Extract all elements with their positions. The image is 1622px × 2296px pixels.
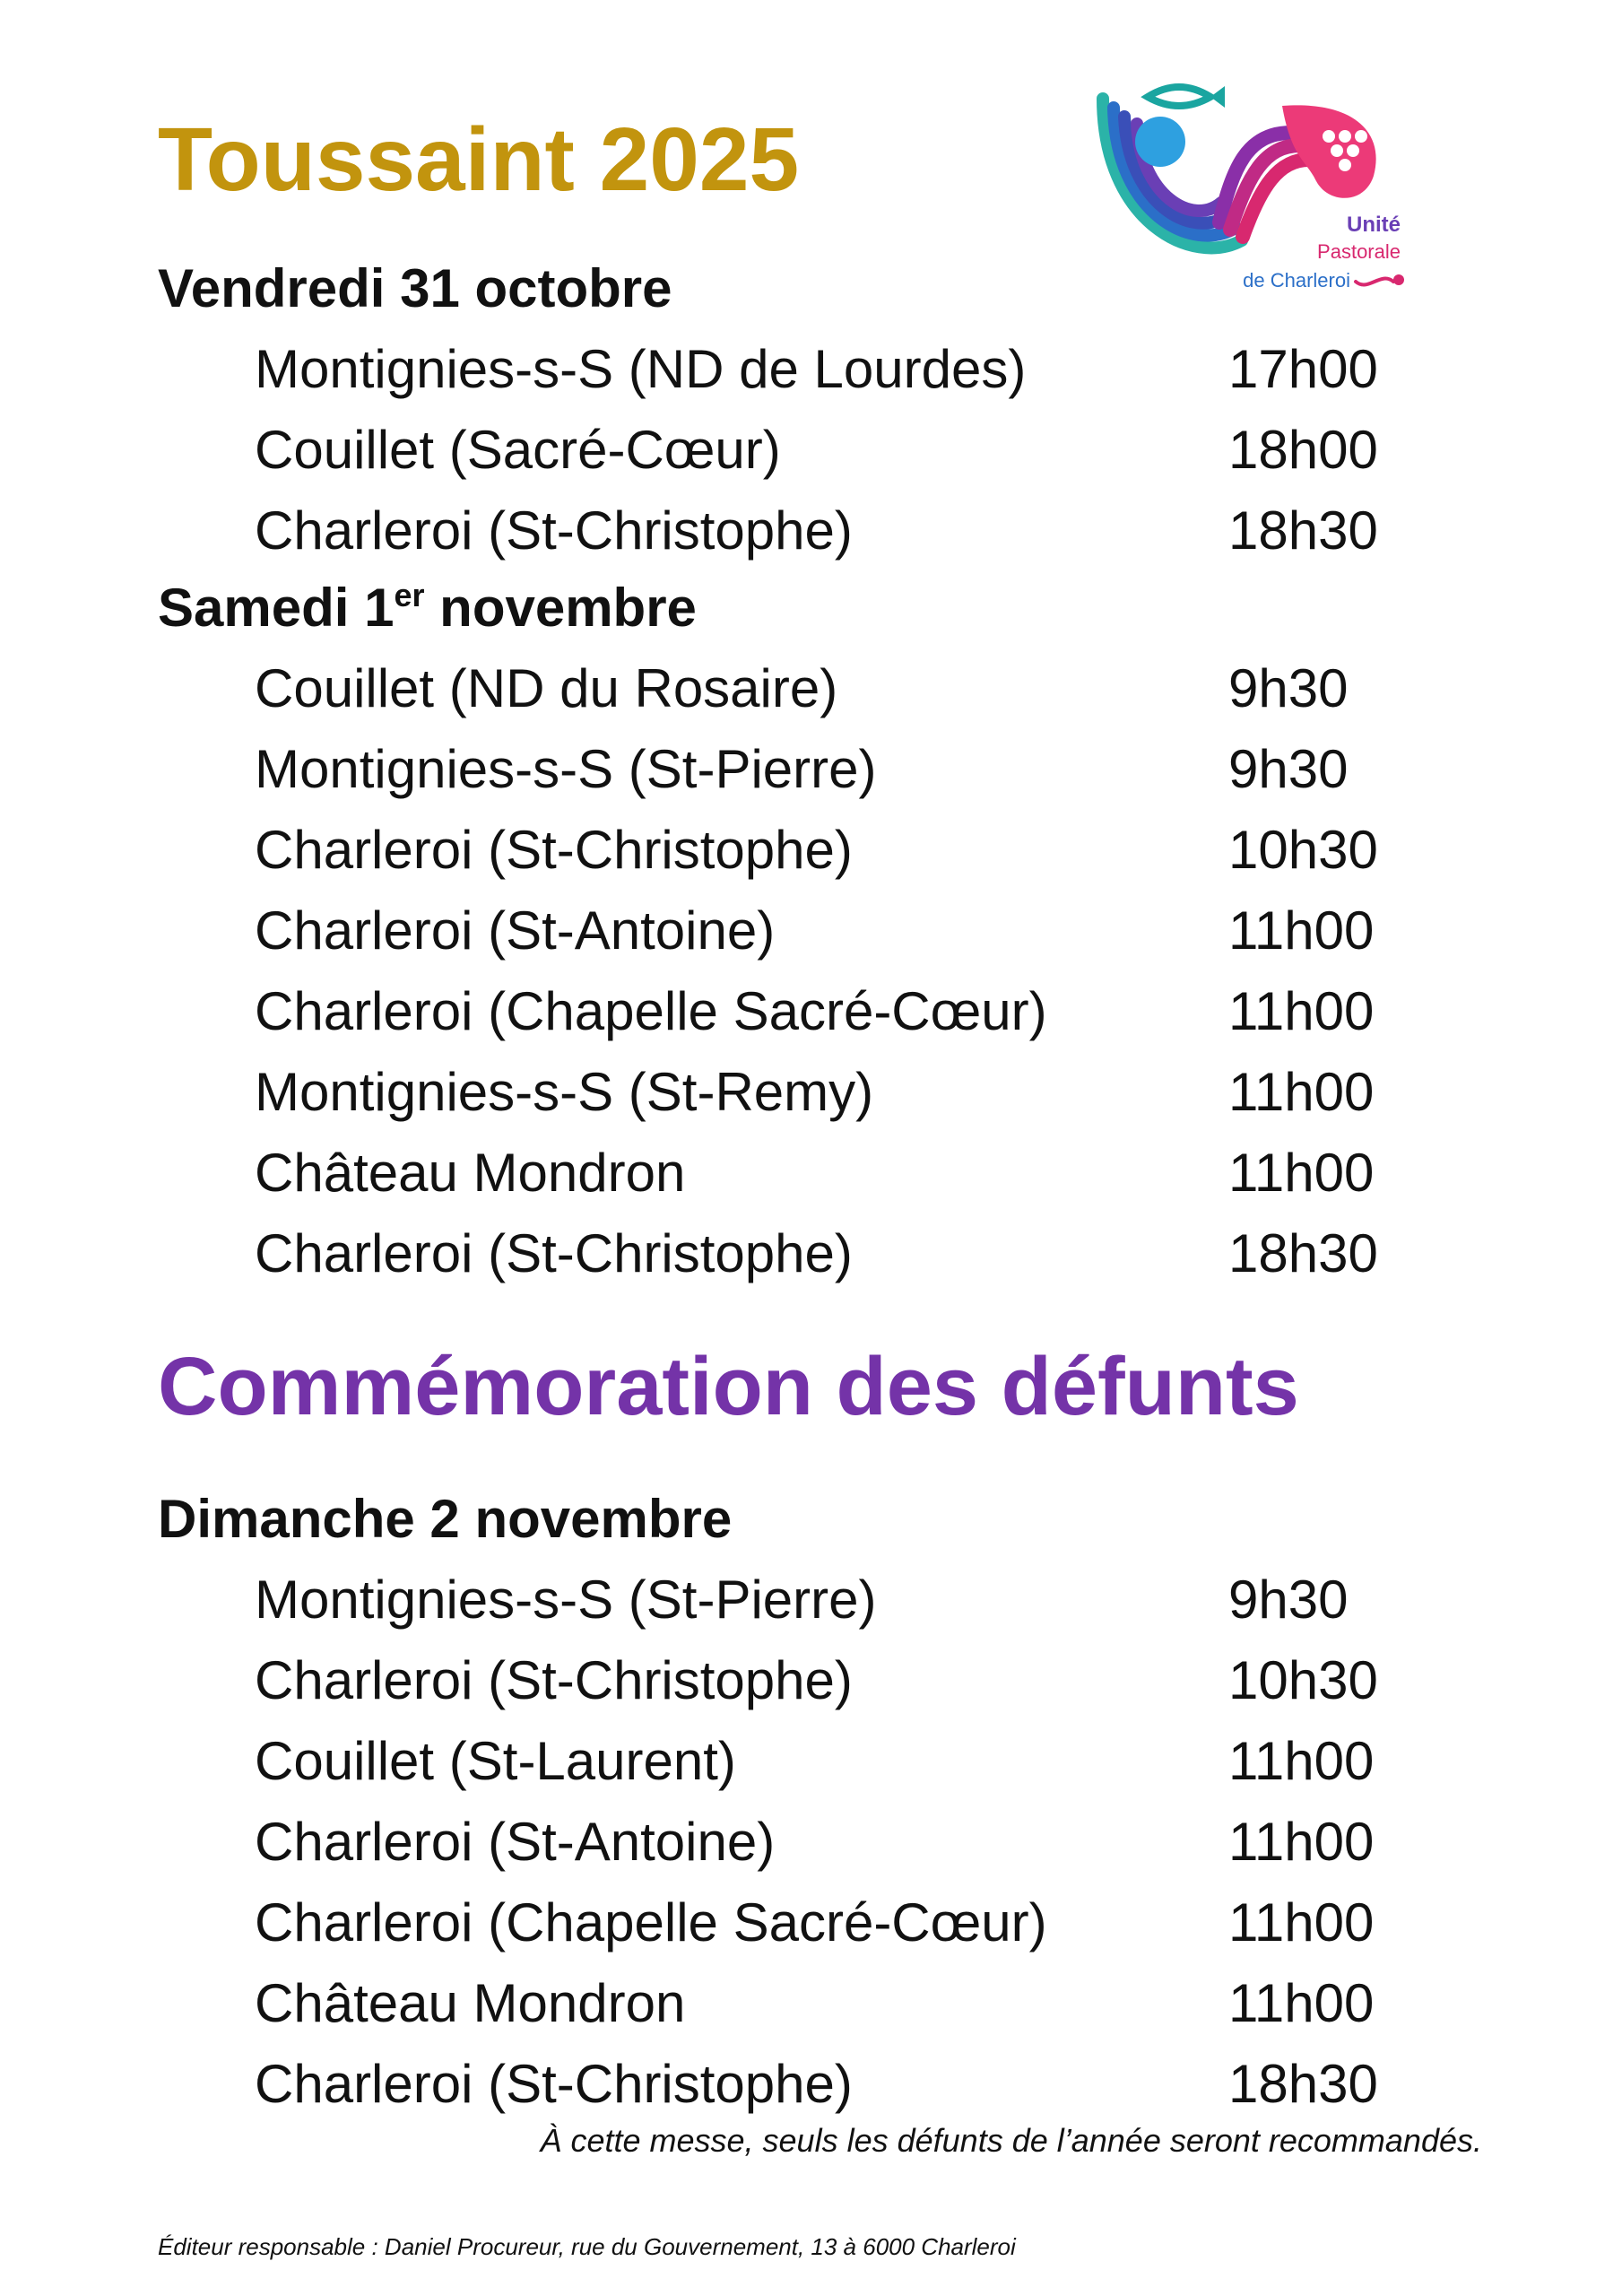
recommendation-note: À cette messe, seuls les défunts de l’année seront recommandés.	[540, 2122, 1482, 2159]
mass-time: 9h30	[1228, 738, 1349, 799]
list-item	[255, 970, 1510, 1051]
place-name: Château Mondron	[255, 1972, 686, 2033]
list-item	[255, 1213, 1510, 1293]
mass-time: 9h30	[1228, 1569, 1349, 1630]
place-name: Charleroi (St-Christophe)	[255, 2053, 853, 2114]
list-item	[255, 1639, 1510, 1720]
schedule-list-dimanche	[255, 1559, 1510, 2124]
list-item	[255, 2043, 1510, 2124]
place-name: Charleroi (St-Christophe)	[255, 819, 853, 880]
schedule-list-vendredi	[255, 328, 1510, 570]
mass-time: 10h30	[1228, 819, 1378, 880]
mass-time: 11h00	[1228, 1811, 1375, 1872]
list-item	[255, 490, 1510, 570]
place-name: Charleroi (St-Christophe)	[255, 1222, 853, 1283]
mass-time: 11h00	[1228, 980, 1375, 1041]
place-name: Montignies-s-S (ND de Lourdes)	[255, 338, 1027, 399]
place-name: Charleroi (Chapelle Sacré-Cœur)	[255, 1892, 1047, 1952]
mass-time: 11h00	[1228, 1142, 1375, 1203]
mass-time: 11h00	[1228, 900, 1375, 961]
mass-time: 18h30	[1228, 2053, 1378, 2114]
list-item	[255, 728, 1510, 809]
place-name: Château Mondron	[255, 1142, 686, 1203]
toussaint-title: Toussaint 2025	[158, 109, 800, 210]
place-name: Charleroi (St-Antoine)	[255, 1811, 776, 1872]
mass-time: 9h30	[1228, 657, 1349, 718]
place-name: Couillet (ND du Rosaire)	[255, 657, 838, 718]
unite-pastorale-logo	[1085, 70, 1417, 303]
mass-time: 11h00	[1228, 1061, 1375, 1122]
mass-time: 11h00	[1228, 1972, 1375, 2033]
mass-time: 10h30	[1228, 1649, 1378, 1710]
logo-line-2: Pastorale	[1317, 240, 1401, 263]
list-item	[255, 1132, 1510, 1213]
day-heading-samedi: Samedi 1er novembre	[158, 577, 697, 638]
schedule-list-samedi	[255, 648, 1510, 1293]
mass-time: 11h00	[1228, 1730, 1375, 1791]
place-name: Montignies-s-S (St-Pierre)	[255, 738, 877, 799]
mass-time: 17h00	[1228, 338, 1378, 399]
day-heading-dimanche: Dimanche 2 novembre	[158, 1489, 733, 1549]
place-name: Montignies-s-S (St-Pierre)	[255, 1569, 877, 1630]
publisher-footer: Éditeur responsable : Daniel Procureur, rue du Gouvernement, 13 à 6000 Charleroi	[158, 2233, 1016, 2260]
mass-time: 18h30	[1228, 1222, 1378, 1283]
list-item	[255, 1720, 1510, 1801]
place-name: Montignies-s-S (St-Remy)	[255, 1061, 874, 1122]
place-name: Charleroi (Chapelle Sacré-Cœur)	[255, 980, 1047, 1041]
list-item	[255, 648, 1510, 728]
place-name: Charleroi (St-Antoine)	[255, 900, 776, 961]
list-item	[255, 1559, 1510, 1639]
place-name: Charleroi (St-Christophe)	[255, 500, 853, 561]
place-name: Couillet (St-Laurent)	[255, 1730, 736, 1791]
mass-time: 18h30	[1228, 500, 1378, 561]
mass-time: 18h00	[1228, 419, 1378, 480]
place-name: Couillet (Sacré-Cœur)	[255, 419, 781, 480]
place-name: Charleroi (St-Christophe)	[255, 1649, 853, 1710]
logo-line-1: Unité	[1347, 213, 1401, 237]
list-item	[255, 409, 1510, 490]
list-item	[255, 1051, 1510, 1132]
list-item	[255, 809, 1510, 890]
list-item	[255, 1882, 1510, 1962]
defunts-title: Commémoration des défunts	[158, 1341, 1299, 1432]
list-item	[255, 890, 1510, 970]
list-item	[255, 328, 1510, 409]
list-item	[255, 1801, 1510, 1882]
day-heading-vendredi: Vendredi 31 octobre	[158, 258, 672, 318]
list-item	[255, 1962, 1510, 2043]
mass-time: 11h00	[1228, 1892, 1375, 1952]
logo-line-3: de Charleroi	[1243, 269, 1350, 291]
